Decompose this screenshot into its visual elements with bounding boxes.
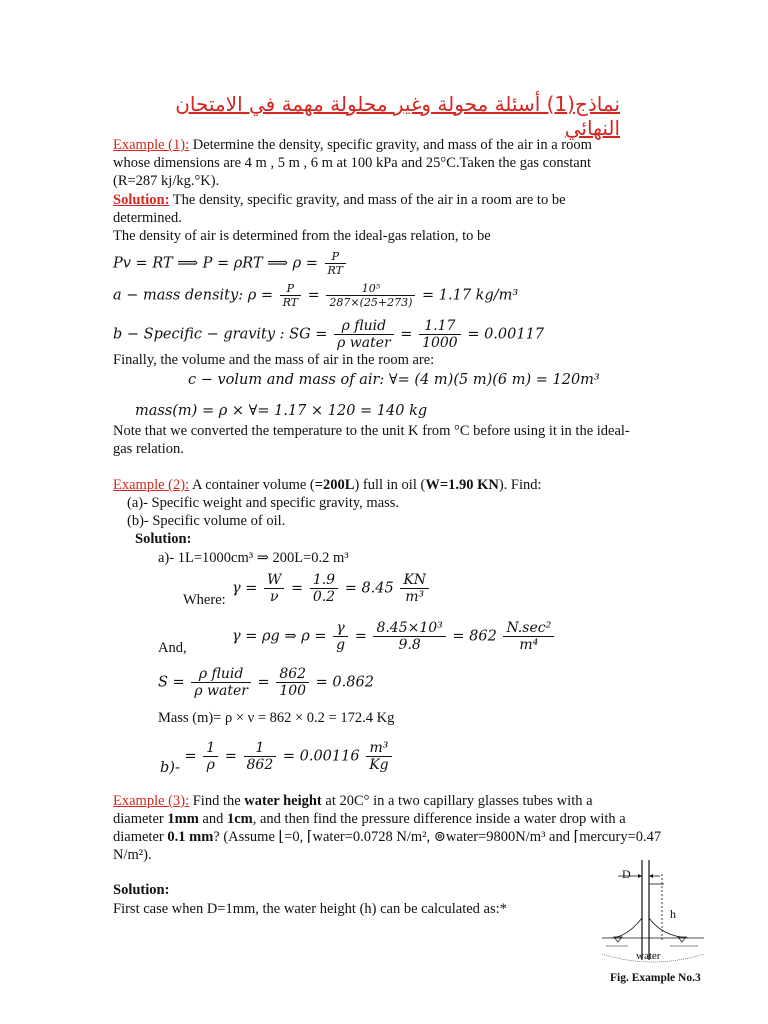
where-label: Where: [183, 592, 226, 608]
fraction-p-over-rt: $\frac{P}{RT}$ [325, 250, 346, 277]
note-line-1: Note that we converted the temperature to the unit K from °C before using it in the ideal- [113, 423, 630, 439]
example-1-line-1: Example (1): Determine the density, specific gravity, and mass of the air in a room [113, 137, 592, 153]
example-3-line-4: N/m²). [113, 847, 152, 863]
and-label: And, [158, 640, 187, 656]
solution-1-line-4: Finally, the volume and the mass of air in the room are: [113, 352, 435, 368]
equation-density-2: γ = ρg ⇒ ρ = $\frac{\gamma}{g}$ = $\frac{\text{8.45×10³}}{9.8}$ = 862 $\frac{\text{N.sec²}}{\text{m⁴}}$ [232, 620, 556, 653]
solution-2-label: Solution: [135, 531, 192, 547]
equation-density: a − mass density: ρ = $\frac{P}{RT}$ = $\frac{\text{10⁵}}{287\times(25+273)}$ = 1.17 kg/m³ [113, 282, 519, 309]
equation-specific-gravity: b − Specific − gravity : SG = $\frac{\text{ρ fluid}}{\text{ρ water}}$ = $\frac{1.17}{1000}$ = 0.00117 [113, 318, 545, 351]
equation-specific-volume: b)- = $\frac{1}{\rho}$ = $\frac{1}{862}$ = 0.00116 $\frac{\text{m³}}{Kg}$ [160, 736, 394, 777]
equation-specific-gravity-2: S = $\frac{\text{ρ fluid}}{\text{ρ water}}$ = $\frac{862}{100}$ = 0.862 [158, 666, 374, 699]
example-3-line-3: diameter 0.1 mm? (Assume ⌊=0, ⌈water=0.0728 N/m², ⊚water=9800N/m³ and ⌈mercury=0.47 [113, 829, 662, 845]
equation-mass-2: Mass (m)= ρ × ν = 862 × 0.2 = 172.4 Kg [158, 710, 395, 726]
equation-ideal-gas: Pv = RT ⟹ P = ρRT ⟹ ρ = $\frac{P}{RT}$ [113, 250, 348, 277]
fig-label-h: h [670, 907, 676, 921]
example-2-line-1: Example (2): A container volume (=200L) full in oil (W=1.90 KN). Find: [113, 477, 542, 493]
solution-1-line-2: determined. [113, 210, 182, 226]
capillary-figure [598, 858, 708, 1008]
example-2-question-a: (a)- Specific weight and specific gravity, mass. [127, 495, 400, 511]
example-1-line-2: whose dimensions are 4 m , 5 m , 6 m at 100 kPa and 25°C.Taken the gas constant [113, 155, 591, 171]
fig-label-d: D [622, 867, 631, 881]
solution-3-line-1: First case when D=1mm, the water height (h) can be calculated as:* [113, 901, 507, 917]
example-3-line-2: diameter 1mm and 1cm, and then find the pressure difference inside a water drop with a [113, 811, 626, 827]
note-line-2: gas relation. [113, 441, 184, 457]
solution-1-label: Solution: [113, 192, 170, 208]
solution-2-line-a: a)- 1L=1000cm³ ⇒ 200L=0.2 m³ [158, 550, 349, 566]
solution-3-label: Solution: [113, 882, 170, 898]
example-2-label: Example (2): [113, 477, 190, 493]
example-3-line-1: Example (3): Find the water height at 20C° in a two capillary glasses tubes with a [113, 793, 593, 809]
equation-mass: mass(m) = ρ × ∀= 1.17 × 120 = 140 kg [135, 403, 428, 419]
example-1-line-3: (R=287 kj/kg.°K). [113, 173, 220, 189]
equation-specific-weight: γ = $\frac{W}{\nu}$ = $\frac{1.9}{0.2}$ = 8.45 $\frac{KN}{\text{m³}}$ [232, 572, 431, 605]
solution-1-line-1: Solution: The density, specific gravity, and mass of the air in a room are to be [113, 192, 566, 208]
fig-label-water: water [636, 950, 661, 962]
example-1-label: Example (1): [113, 137, 190, 153]
example-3-label: Example (3): [113, 793, 190, 809]
page-title-arabic: نماذج(1) أسئلة محولة وغير محلولة مهمة في الامتحان النهائي [175, 92, 620, 140]
fig-caption: Fig. Example No.3 [610, 972, 701, 984]
solution-1-line-3: The density of air is determined from the ideal-gas relation, to be [113, 228, 491, 244]
example-2-question-b: (b)- Specific volume of oil. [127, 513, 286, 529]
equation-volume: c − volum and mass of air: ∀= (4 m)(5 m)(6 m) = 120m³ [188, 372, 600, 388]
